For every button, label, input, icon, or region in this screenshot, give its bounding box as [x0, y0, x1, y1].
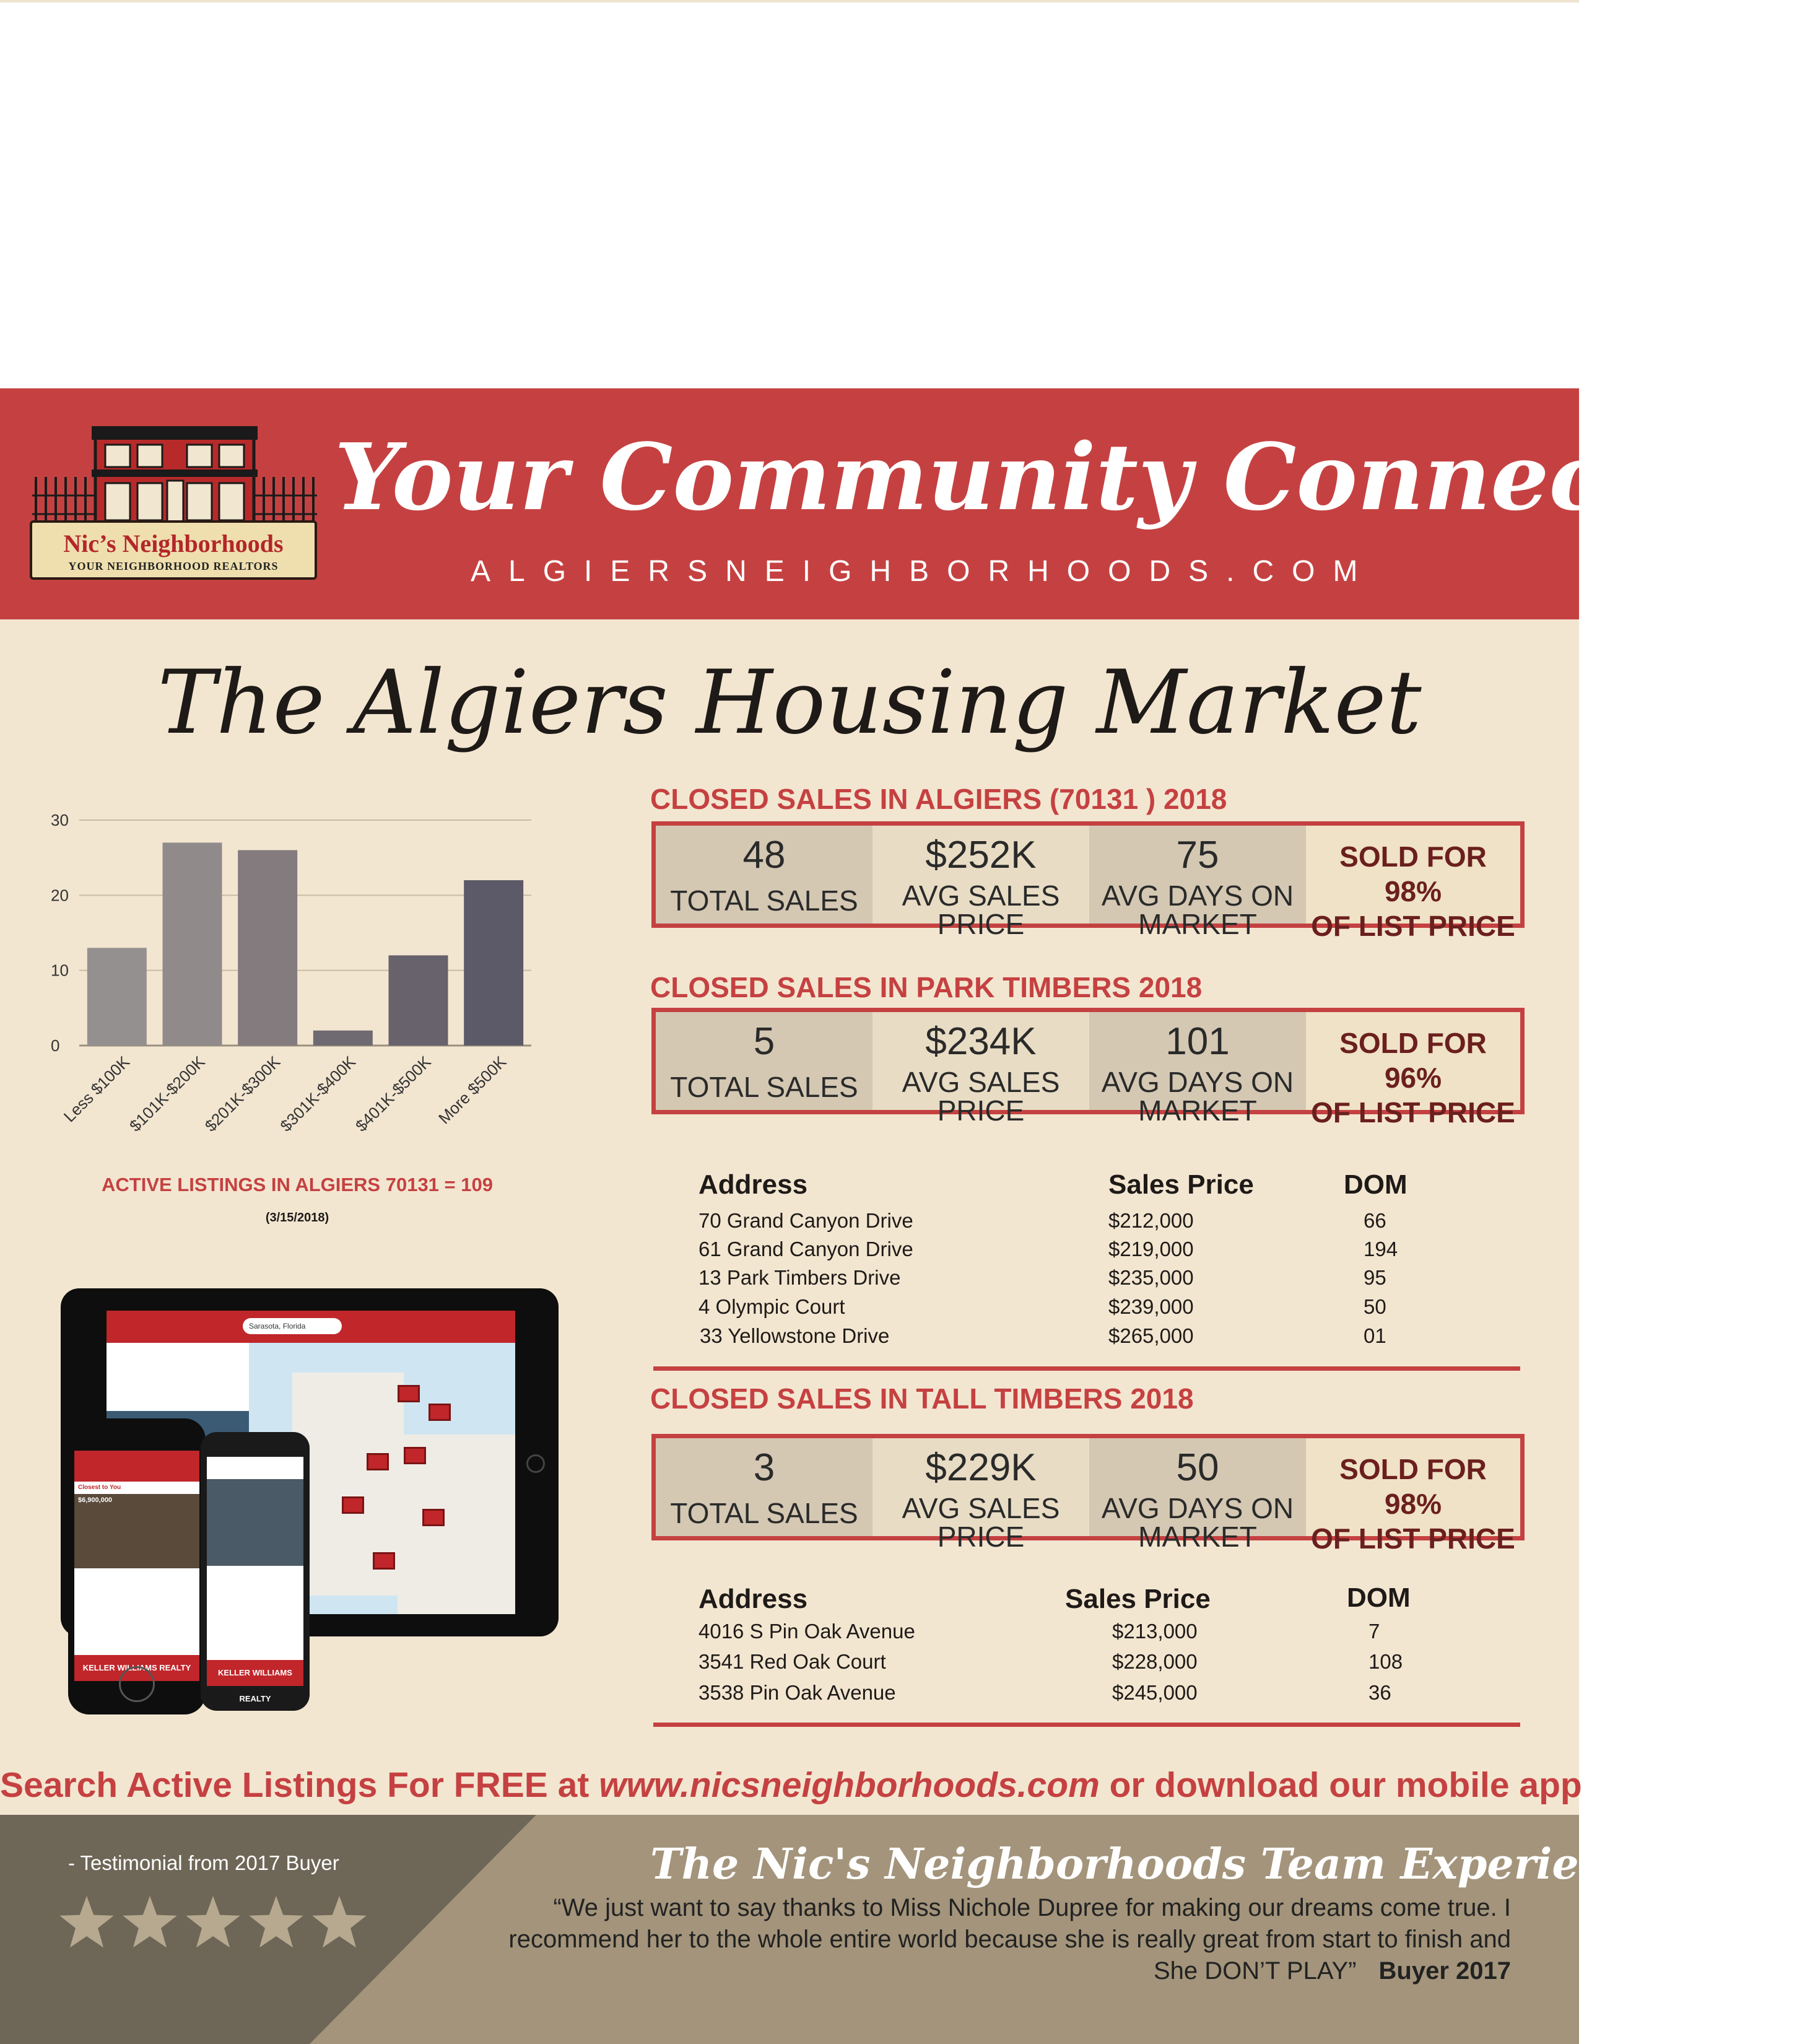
x-tick-label: $301K-$400K [276, 1052, 360, 1135]
phone-mockup-back [201, 1432, 310, 1711]
stat-label: AVG DAYS ON MARKET [1101, 1066, 1294, 1127]
stat-value: 50 [1176, 1446, 1219, 1489]
stats-box-tall-timbers [651, 1434, 1525, 1555]
table-cell-address: 61 Grand Canyon Drive [698, 1238, 913, 1260]
stat-label: TOTAL SALES [670, 1497, 858, 1529]
y-tick-label: 30 [51, 811, 69, 829]
house-logo-icon [27, 421, 322, 526]
phone-app-bar [74, 1451, 199, 1482]
col-header-price: Sales Price [1065, 1584, 1211, 1614]
bar [313, 1031, 373, 1046]
phone-listing-photo [74, 1494, 199, 1568]
stat-value: $252K [925, 834, 1037, 876]
table-cell-price: $219,000 [1108, 1238, 1194, 1260]
stat-total-sales [656, 1012, 872, 1110]
phone-screen [74, 1451, 199, 1681]
x-tick-label: $401K-$500K [352, 1052, 435, 1135]
table-cell-dom: 194 [1364, 1238, 1398, 1260]
stat-total-sales [656, 826, 872, 924]
sold-line3: OF LIST PRICE [1311, 1522, 1515, 1555]
star-icon [59, 1896, 113, 1947]
table-cell-price: $239,000 [1108, 1295, 1194, 1318]
map-pin [404, 1447, 426, 1464]
stat-avg-price [872, 826, 1089, 940]
stats-box-algiers [651, 821, 1525, 942]
table-cell-address: 4016 S Pin Oak Avenue [698, 1620, 915, 1643]
divider-line [653, 1723, 1520, 1727]
table-cell-dom: 7 [1368, 1620, 1380, 1643]
table-cell-price: $235,000 [1108, 1266, 1194, 1289]
page-title: The Algiers Housing Market [157, 652, 1422, 754]
phone-listing-price: $6,900,000 [78, 1496, 113, 1504]
table-cell-address: 3538 Pin Oak Avenue [698, 1681, 896, 1704]
stat-value: 5 [753, 1020, 775, 1063]
section-title-algiers: CLOSED SALES IN ALGIERS (70131 ) 2018 [650, 783, 1227, 815]
map-pin [367, 1453, 389, 1470]
stat-sold-for [1306, 1438, 1520, 1555]
col-header-dom: DOM [1344, 1169, 1408, 1200]
y-tick-label: 20 [51, 886, 69, 905]
x-tick-label: Less $100K [59, 1052, 134, 1126]
bar [163, 842, 222, 1046]
table-cell-address: 13 Park Timbers Drive [698, 1266, 901, 1289]
phone-back-photo [207, 1479, 303, 1566]
sold-pct: 98% [1384, 1488, 1442, 1520]
stat-value: $229K [925, 1446, 1037, 1489]
section-title-park-timbers: CLOSED SALES IN PARK TIMBERS 2018 [650, 971, 1203, 1003]
stat-value: 3 [753, 1446, 775, 1489]
sold-pct: 98% [1384, 875, 1442, 907]
stat-value: 75 [1176, 834, 1219, 876]
stat-label: AVG SALES PRICE [902, 880, 1060, 940]
stat-avg-days [1089, 1438, 1306, 1553]
sold-line1: SOLD FOR [1339, 1027, 1487, 1059]
quote-author: Buyer 2017 [1378, 1957, 1511, 1985]
tablet-app-bar [107, 1311, 515, 1343]
phone-back-screen [207, 1457, 303, 1703]
testimonial-label: - Testimonial from 2017 Buyer [68, 1851, 339, 1874]
map-pin [422, 1509, 445, 1526]
table-cell-price: $265,000 [1108, 1324, 1194, 1347]
stats-box-park-timbers [651, 1008, 1525, 1129]
table-cell-dom: 95 [1364, 1266, 1386, 1289]
map-pin [342, 1496, 364, 1514]
sold-line3: OF LIST PRICE [1311, 1096, 1515, 1129]
search-suffix: or download our mobile app [1099, 1765, 1582, 1805]
phone-home-button [119, 1666, 155, 1702]
table-cell-price: $212,000 [1108, 1209, 1194, 1232]
search-url-link[interactable]: www.nicsneighborhoods.com [599, 1765, 1100, 1805]
section-title-tall-timbers: CLOSED SALES IN TALL TIMBERS 2018 [650, 1382, 1194, 1415]
testimonial-quote [483, 1892, 1511, 2004]
col-header-dom: DOM [1347, 1583, 1411, 1613]
company-logo [27, 421, 322, 583]
bar [87, 948, 147, 1046]
table-cell-price: $228,000 [1112, 1650, 1198, 1673]
table-cell-dom: 01 [1364, 1324, 1386, 1347]
top-rule [0, 0, 1579, 2]
banner-url[interactable]: ALGIERSNEIGHBORHOODS.COM [471, 555, 1376, 588]
table-cell-price: $245,000 [1112, 1681, 1198, 1704]
stat-total-sales [656, 1438, 872, 1536]
logo-name: Nic’s Neighborhoods [63, 530, 284, 557]
banner-title: Your Community Connection [334, 423, 1810, 531]
phone-back-footer-label: KELLER WILLIAMS REALTY [207, 1660, 303, 1686]
search-prefix: Search Active Listings For FREE at [0, 1765, 599, 1805]
stat-value: 101 [1165, 1020, 1230, 1063]
sold-pct: 96% [1384, 1062, 1442, 1094]
y-tick-label: 0 [51, 1036, 60, 1055]
star-icon [312, 1896, 366, 1947]
x-tick-label: More $500K [435, 1052, 510, 1128]
bar-chart-svg [25, 805, 545, 1152]
logo-sign [30, 520, 317, 580]
stat-label: AVG DAYS ON MARKET [1101, 1492, 1294, 1553]
col-header-price: Sales Price [1108, 1169, 1254, 1200]
stat-label: TOTAL SALES [670, 1071, 858, 1103]
bar [389, 955, 448, 1046]
star-icon [249, 1896, 303, 1947]
stat-avg-price [872, 1438, 1089, 1553]
team-title: The Nic's Neighborhoods Team Experience [650, 1840, 1662, 1889]
tablet-location-field: Sarasota, Florida [243, 1318, 342, 1334]
map-pin [398, 1385, 420, 1402]
tablet-home-button [526, 1454, 545, 1473]
stat-avg-days [1089, 1012, 1306, 1127]
bar [464, 880, 523, 1046]
logo-tagline: YOUR NEIGHBORHOOD REALTORS [68, 560, 279, 572]
quote-text: “We just want to say thanks to Miss Nichole Dupree for making our dreams come true. I recommend her to the whole entire world because she is really great from start to finish and She DON’T PLAY” [508, 1894, 1511, 1985]
sold-line1: SOLD FOR [1339, 1453, 1487, 1485]
col-header-address: Address [698, 1169, 808, 1200]
star-icon [186, 1896, 240, 1947]
stat-value: $234K [925, 1020, 1037, 1063]
table-cell-dom: 108 [1368, 1650, 1403, 1673]
stat-label: AVG SALES PRICE [902, 1492, 1060, 1553]
stat-sold-for [1306, 1012, 1520, 1129]
divider-line [653, 1366, 1520, 1371]
phone-mockup-front [68, 1418, 206, 1714]
x-tick-label: $201K-$300K [201, 1052, 284, 1135]
stat-value: 48 [742, 834, 786, 876]
table-cell-dom: 50 [1364, 1295, 1386, 1318]
stat-avg-days [1089, 826, 1306, 940]
active-listings-text: ACTIVE LISTINGS IN ALGIERS 70131 = 109 [102, 1174, 493, 1195]
stat-label: AVG SALES PRICE [902, 1066, 1060, 1127]
star-icon [123, 1896, 176, 1947]
table-cell-price: $213,000 [1112, 1620, 1198, 1643]
phone-footer-label: KELLER WILLIAMS REALTY [74, 1655, 199, 1681]
phone-section-label: Closest to You [78, 1484, 121, 1491]
table-cell-dom: 36 [1368, 1681, 1391, 1704]
map-pin [429, 1404, 451, 1421]
table-cell-address: 70 Grand Canyon Drive [698, 1209, 913, 1232]
search-cta [0, 1759, 1582, 1811]
table-cell-address: 4 Olympic Court [698, 1295, 845, 1318]
col-header-address: Address [698, 1584, 808, 1614]
sold-line3: OF LIST PRICE [1311, 910, 1515, 942]
stat-avg-price [872, 1012, 1089, 1127]
sold-line1: SOLD FOR [1339, 841, 1487, 873]
stat-sold-for [1306, 826, 1520, 942]
table-cell-dom: 66 [1364, 1209, 1386, 1232]
active-listings-date: (3/15/2018) [265, 1211, 329, 1225]
table-cell-address: 33 Yellowstone Drive [700, 1324, 890, 1347]
rating-stars [56, 1892, 378, 1954]
stat-label: TOTAL SALES [670, 884, 858, 917]
x-tick-label: $101K-$200K [126, 1052, 209, 1135]
map-pin [373, 1552, 395, 1570]
table-cell-address: 3541 Red Oak Court [698, 1650, 886, 1673]
price-range-chart [25, 805, 545, 1152]
bar [238, 850, 297, 1046]
stat-label: AVG DAYS ON MARKET [1101, 880, 1294, 940]
y-tick-label: 10 [51, 961, 69, 980]
